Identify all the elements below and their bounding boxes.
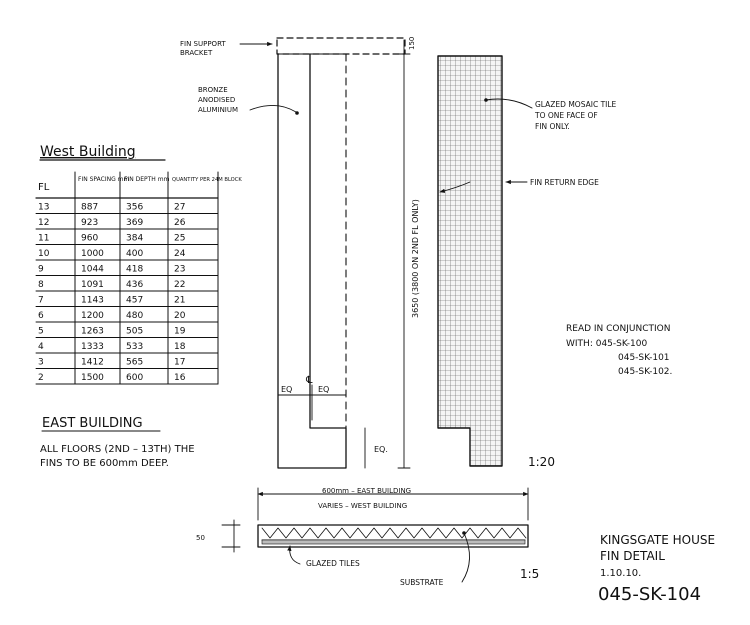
table-row — [38, 373, 186, 383]
table-row — [38, 327, 186, 337]
table-cell: 887 — [81, 202, 99, 213]
drawing-title: FIN DETAIL — [600, 549, 665, 563]
drawing-date: 1.10.10. — [600, 568, 642, 579]
table-cell: 1200 — [81, 311, 104, 321]
table-row — [38, 358, 185, 368]
substrate-label: SUBSTRATE — [400, 578, 444, 587]
section-scale: 1:5 — [520, 567, 540, 581]
project-name: KINGSGATE HOUSE — [600, 533, 716, 547]
table-cell: 27 — [174, 202, 186, 213]
table-cell: 5 — [38, 326, 44, 337]
eq-right-label: EQ — [318, 385, 330, 394]
table-cell: 2 — [38, 373, 44, 383]
centre-line-mark: ℄ — [306, 375, 313, 386]
reference-line3: 045-SK-101 — [618, 353, 670, 363]
bracket-label-1: FIN SUPPORT — [180, 40, 226, 48]
table-cell: 13 — [38, 202, 50, 213]
east-building-title: EAST BUILDING — [42, 416, 143, 431]
notch-eq-label: EQ. — [374, 445, 388, 454]
table-row — [38, 218, 186, 228]
table-cell: 10 — [38, 249, 50, 259]
table-cell: 3 — [38, 357, 44, 368]
tile-label-2: TO ONE FACE OF — [535, 111, 598, 120]
table-body — [38, 203, 186, 384]
table-cell: 384 — [126, 233, 144, 244]
west-fin-table — [36, 172, 242, 384]
header-quantity-label: QUANTITY PER 24M BLOCK — [172, 177, 242, 183]
material-label-1: BRONZE — [198, 86, 228, 94]
table-cell: 11 — [38, 233, 50, 244]
table-cell: 18 — [174, 342, 186, 352]
header-floor: FL — [38, 182, 50, 193]
table-cell: 1263 — [81, 326, 104, 337]
table-cell: 25 — [174, 233, 186, 244]
support-bracket-outline — [277, 38, 405, 54]
table-cell: 4 — [38, 342, 44, 352]
reference-line2: WITH: 045-SK-100 — [566, 339, 648, 349]
table-row — [38, 249, 186, 259]
material-leader — [250, 105, 296, 112]
fin-elevation-outline — [277, 37, 420, 468]
mosaic-tile-fill — [438, 56, 502, 466]
section-dim-east: 600mm – EAST BUILDING — [322, 487, 412, 495]
table-cell: 12 — [38, 218, 50, 228]
table-cell: 356 — [126, 202, 144, 213]
tile-label-3: FIN ONLY. — [535, 122, 570, 131]
table-row — [38, 265, 185, 275]
table-row — [38, 296, 185, 306]
section-depth-dim: 50 — [196, 534, 205, 542]
tile-label-1: GLAZED MOSAIC TILE — [535, 100, 617, 109]
table-cell: 1412 — [81, 357, 104, 368]
table-cell: 24 — [174, 249, 186, 259]
material-label-2: ANODISED — [198, 96, 236, 104]
table-cell: 23 — [174, 264, 186, 275]
table-cell: 457 — [126, 295, 144, 306]
header-fin-spacing-label: FIN SPACING mm — [78, 176, 130, 183]
table-cell: 1091 — [81, 280, 104, 290]
table-cell: 960 — [81, 233, 99, 244]
table-cell: 1500 — [81, 373, 104, 383]
table-cell: 20 — [174, 311, 186, 321]
table-cell: 1000 — [81, 249, 104, 259]
table-row — [38, 342, 186, 352]
table-cell: 923 — [81, 218, 99, 228]
table-cell: 369 — [126, 218, 144, 228]
fin-height-dim: 3650 (3800 ON 2ND FL ONLY) — [411, 199, 420, 318]
table-cell: 6 — [38, 311, 44, 321]
table-cell: 1143 — [81, 295, 104, 306]
west-building-title: West Building — [40, 144, 136, 160]
table-row — [38, 280, 185, 290]
reference-line4: 045-SK-102. — [618, 367, 673, 377]
table-cell: 16 — [174, 373, 186, 383]
east-note-line2: FINS TO BE 600mm DEEP. — [40, 458, 169, 469]
table-cell: 418 — [126, 264, 144, 275]
table-row — [38, 234, 185, 244]
return-edge-label: FIN RETURN EDGE — [530, 178, 599, 187]
table-cell: 480 — [126, 311, 144, 321]
east-note-line1: ALL FLOORS (2ND – 13TH) THE — [40, 444, 195, 455]
table-row — [38, 311, 186, 321]
table-cell: 22 — [174, 280, 186, 290]
header-fin-depth — [124, 176, 170, 183]
fin-section — [196, 487, 539, 587]
table-cell: 7 — [38, 295, 44, 306]
substrate-zigzag — [262, 528, 526, 538]
table-cell: 21 — [174, 295, 186, 306]
table-cell: 533 — [126, 342, 144, 352]
table-cell: 17 — [174, 357, 186, 368]
glazed-tile-layer — [262, 540, 525, 544]
table-cell: 9 — [38, 264, 44, 275]
elevation-scale: 1:20 — [528, 455, 555, 469]
section-dim-west: VARIES – WEST BUILDING — [318, 502, 408, 510]
header-fin-spacing — [78, 176, 130, 183]
table-cell: 565 — [126, 357, 144, 368]
table-cell: 1333 — [81, 342, 104, 352]
bracket-depth-dim: 150 — [408, 36, 416, 50]
table-cell: 19 — [174, 326, 186, 337]
header-quantity — [172, 177, 242, 183]
table-cell: 600 — [126, 373, 144, 383]
reference-line1: READ IN CONJUNCTION — [566, 324, 671, 334]
substrate-leader-dot — [462, 531, 466, 535]
table-cell: 505 — [126, 326, 144, 337]
material-label-3: ALUMINIUM — [198, 106, 239, 114]
table-cell: 436 — [126, 280, 144, 290]
drawing-number: 045-SK-104 — [598, 584, 702, 605]
table-cell: 26 — [174, 218, 186, 228]
title-block — [598, 533, 715, 605]
glazed-tiles-label: GLAZED TILES — [306, 559, 360, 568]
table-cell: 8 — [38, 280, 44, 290]
glazed-tiles-leader — [290, 546, 300, 564]
material-leader-dot — [295, 111, 299, 115]
bracket-label-2: BRACKET — [180, 49, 213, 57]
table-cell: 1044 — [81, 264, 104, 275]
eq-left-label: EQ — [281, 385, 293, 394]
fin-elevation-tiled — [438, 56, 502, 466]
table-row — [38, 203, 185, 213]
tile-leader-dot — [484, 98, 488, 102]
table-cell: 400 — [126, 249, 144, 259]
header-fin-depth-label: FIN DEPTH mm — [124, 176, 170, 183]
